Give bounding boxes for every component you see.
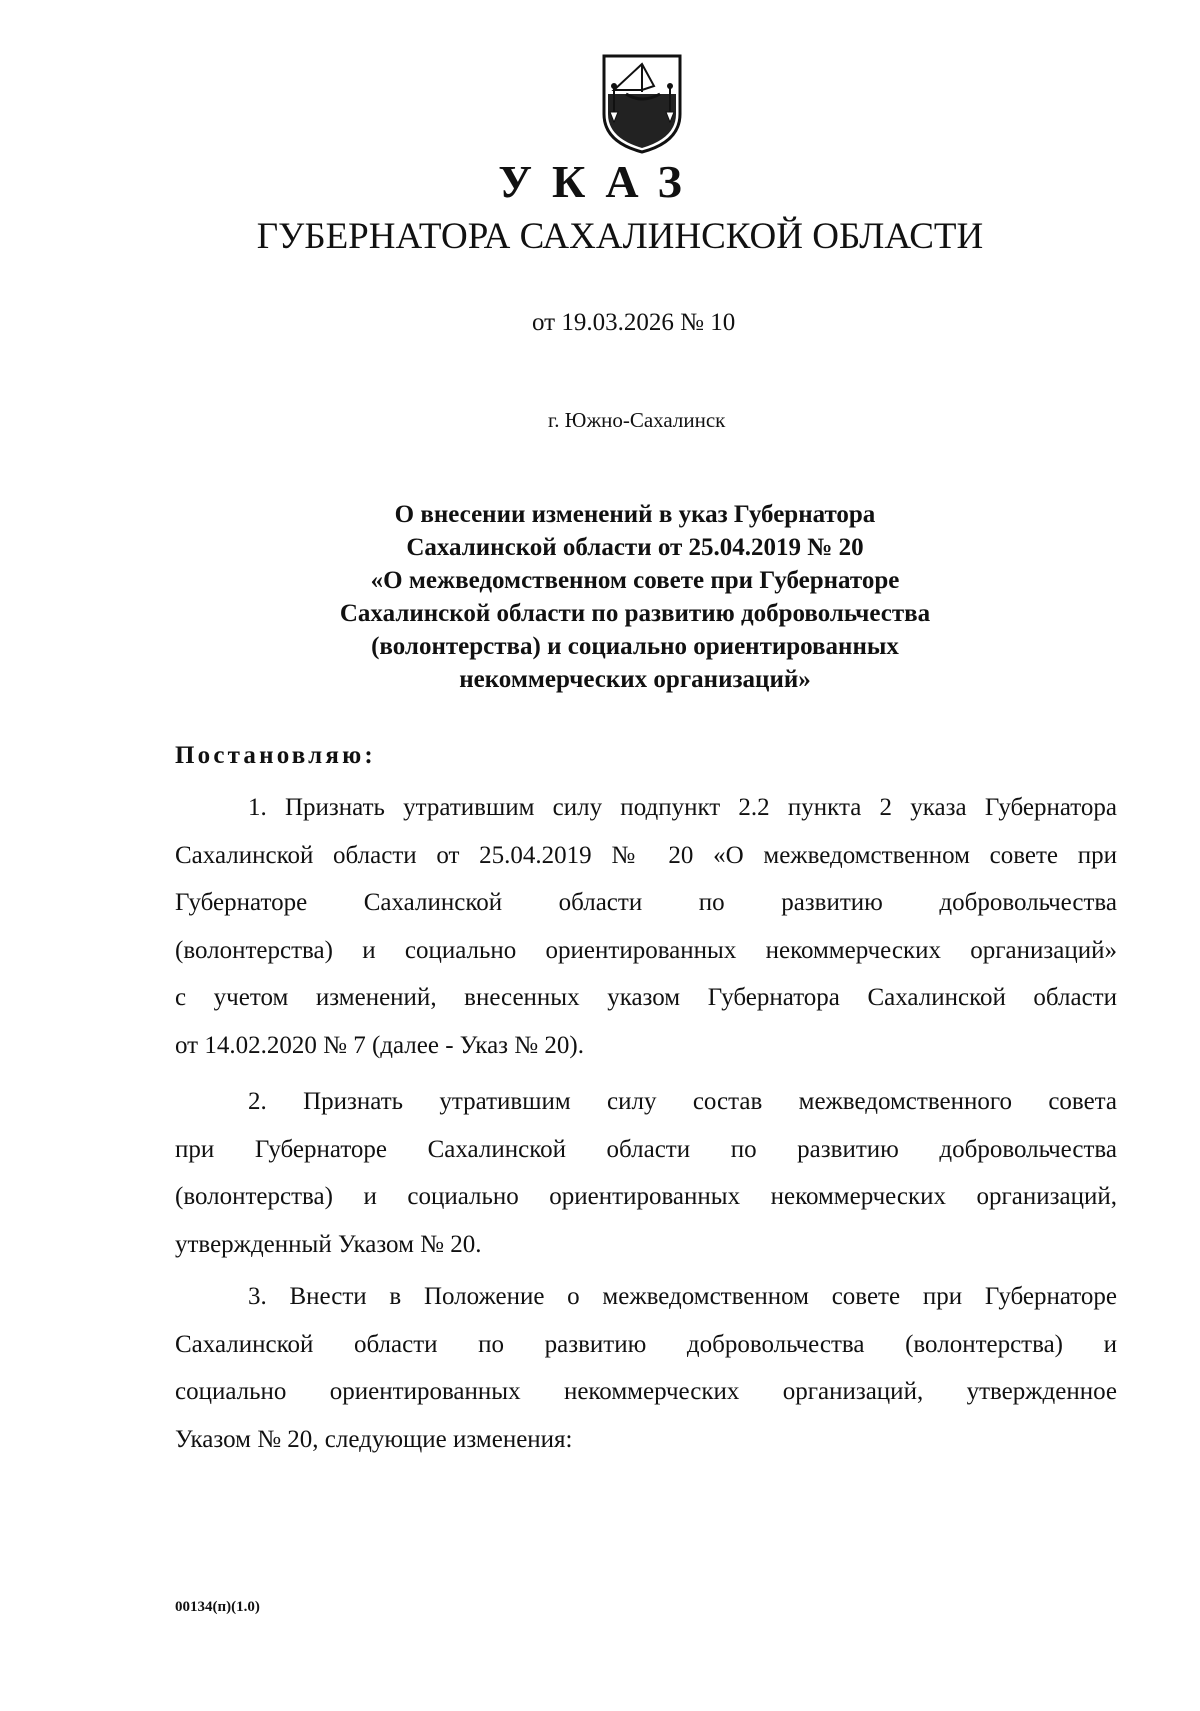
heading-line: (волонтерства) и социально ориентированных <box>371 633 899 660</box>
paragraph-2 <box>175 1078 1117 1268</box>
paragraph-line: утвержденный Указом № 20. <box>175 1230 482 1258</box>
city-name: г. Южно-Сахалинск <box>548 408 726 432</box>
paragraph-line: 3. Внести в Положение о межведомственном совете при Губернаторе <box>248 1283 1117 1310</box>
paragraph-line: социально ориентированных некоммерческих организаций, утвержденное <box>175 1378 1117 1405</box>
coat-of-arms-icon <box>600 52 684 154</box>
paragraph-line: при Губернаторе Сахалинской области по развитию добровольчества <box>175 1135 1117 1163</box>
resolve-word: Постановляю: <box>175 742 376 769</box>
decree-heading <box>300 498 970 696</box>
heading-line: «О межведомственном совете при Губернаторе <box>370 567 900 594</box>
paragraph-line: от 14.02.2020 № 7 (далее - Указ № 20). <box>175 1031 584 1059</box>
paragraph-3 <box>175 1273 1117 1463</box>
paragraph-line: Сахалинской области по развитию добровольчества (волонтерства) и <box>175 1330 1117 1358</box>
heading-line: О внесении изменений в указ Губернатора <box>394 501 876 528</box>
paragraph-line: (волонтерства) и социально ориентированных некоммерческих организаций, <box>175 1183 1117 1210</box>
decree-title: УКАЗ <box>498 156 702 207</box>
paragraph-line: (волонтерства) и социально ориентированных некоммерческих организаций» <box>175 936 1117 964</box>
paragraph-line: 1. Признать утратившим силу подпункт 2.2 пункта 2 указа Губернатора <box>248 794 1117 821</box>
decree-date-number: от 19.03.2026 № 10 <box>532 309 736 336</box>
heading-line: Сахалинской области по развитию добровольчества <box>339 600 931 627</box>
paragraph-line: Указом № 20, следующие изменения: <box>175 1425 573 1453</box>
paragraph-line: Губернаторе Сахалинской области по развитию добровольчества <box>175 889 1117 916</box>
form-code: 00134(п)(1.0) <box>175 1599 260 1615</box>
heading-line: некоммерческих организаций» <box>459 666 811 693</box>
heading-line: Сахалинской области от 25.04.2019 № 20 <box>406 534 864 561</box>
issuer-title: ГУБЕРНАТОРА САХАЛИНСКОЙ ОБЛАСТИ <box>256 216 984 257</box>
paragraph-line: 2. Признать утратившим силу состав межведомственного совета <box>248 1088 1117 1115</box>
paragraph-line: Сахалинской области от 25.04.2019 № 20 «О межведомственном совете при <box>175 841 1117 869</box>
paragraph-1 <box>175 784 1117 1069</box>
paragraph-line: с учетом изменений, внесенных указом Губернатора Сахалинской области <box>175 984 1117 1011</box>
